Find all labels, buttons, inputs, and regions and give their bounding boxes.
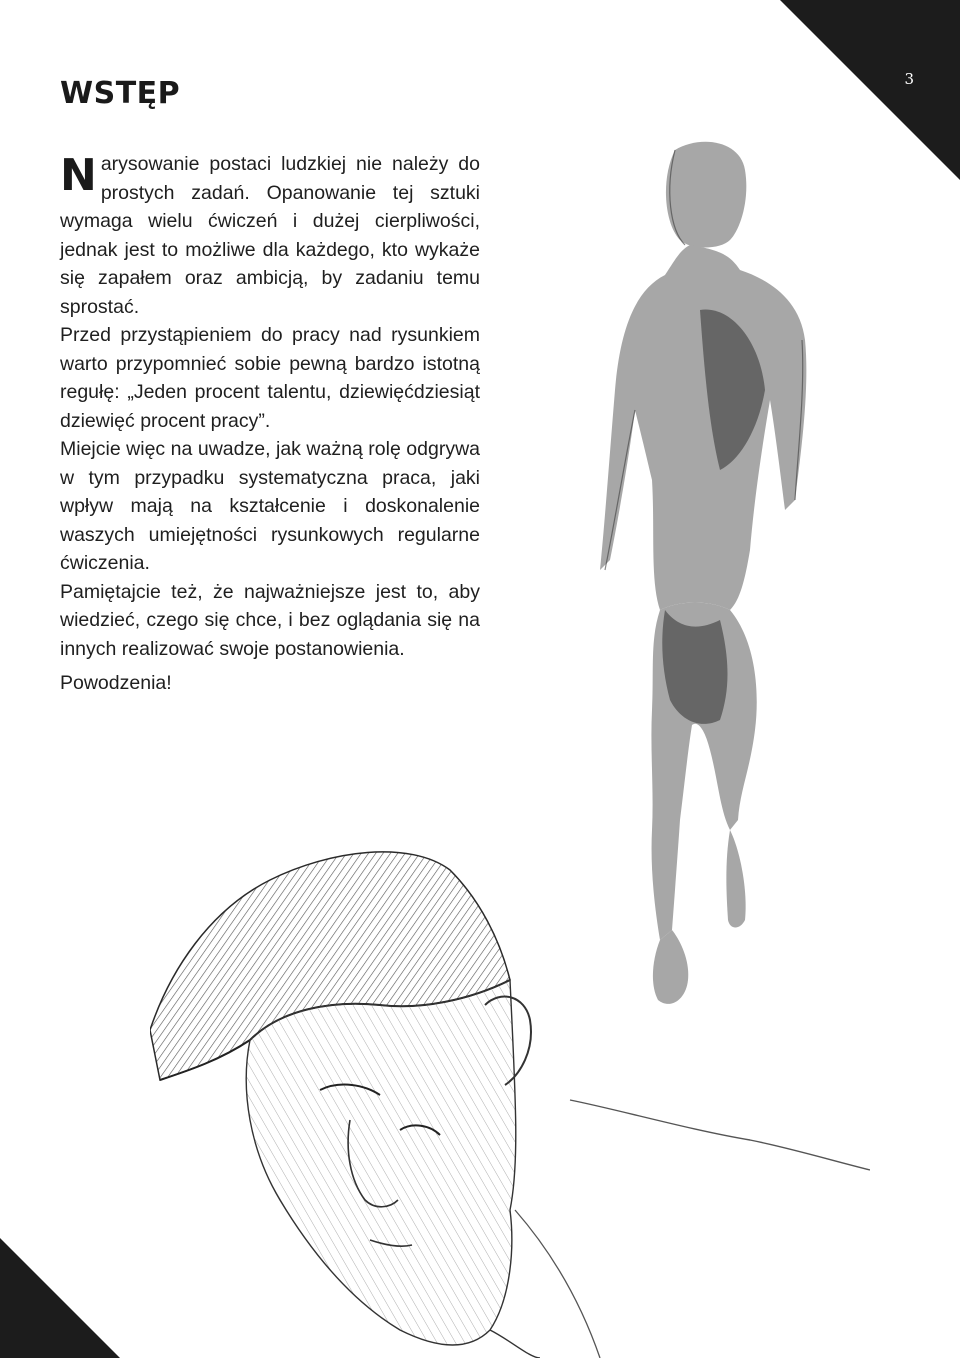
paragraph-1	[60, 150, 480, 321]
paragraph-1-text: arysowanie postaci ludzkiej nie należy do prostych zadań. Opanowanie tej sztuki wymaga wielu ćwiczeń i dużej cierpliwości, jednak jest to możliwe dla każdego, kto wykaże się zapałem oraz ambicją, by zadaniu temu sprostać.	[60, 153, 480, 318]
paragraph-3: Miejcie więc na uwadze, jak ważną rolę odgrywa w tym przypadku systematyczna praca, jaki wpływ mają na kształcenie i doskonalenie waszych umiejętności rysunkowych regularne ćwiczenia.	[60, 438, 480, 574]
corner-triangle-bottom-left	[0, 1238, 120, 1358]
intro-text	[60, 150, 480, 663]
page-title: WSTĘP	[60, 76, 181, 111]
paragraph-2: Przed przystąpieniem do pracy nad rysunkiem warto przypomnieć sobie pewną bardzo istotną regułę: „Jeden procent talentu, dziewięćdziesiąt dziewięć procent pracy”.	[60, 324, 480, 432]
portrait-sketch-illustration	[150, 830, 870, 1358]
page-number: 3	[904, 70, 914, 88]
paragraph-4: Pamiętajcie też, że najważniejsze jest to, aby wiedzieć, czego się chce, i bez oglądania się na innych realizować swoje postanowienia.	[60, 580, 480, 660]
closing-line: Powodzenia!	[60, 672, 172, 694]
dropcap-letter: N	[60, 150, 97, 201]
